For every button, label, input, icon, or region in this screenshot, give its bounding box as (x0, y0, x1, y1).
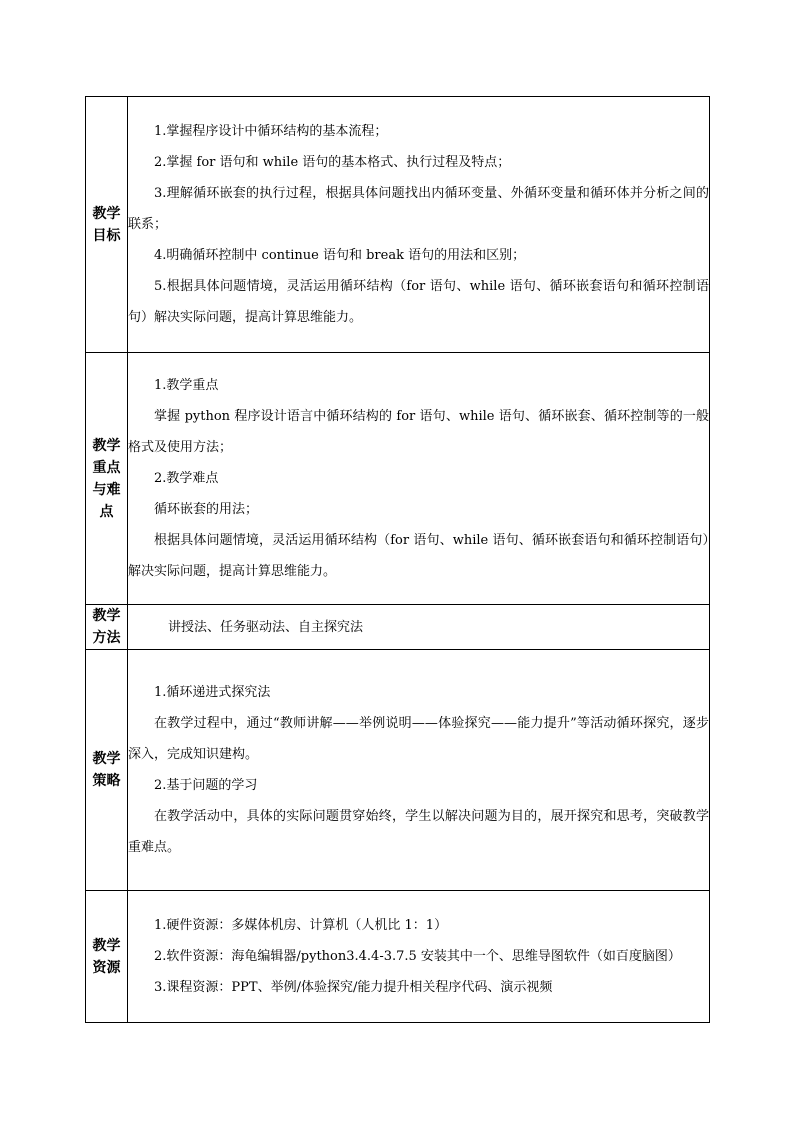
paragraph: 在教学活动中，具体的实际问题贯穿始终，学生以解决问题为目的，展开探究和思考，突破教学重难点。 (128, 809, 709, 855)
row-teaching-methods (86, 605, 710, 650)
paragraph: 4.明确循环控制中 continue 语句和 break 语句的用法和区别； (154, 248, 526, 263)
row-key-points (86, 353, 710, 605)
paragraph: 1.硬件资源：多媒体机房、计算机（人机比 1：1） (154, 918, 448, 933)
row-content-key-points (128, 353, 710, 605)
row-teaching-resources (86, 891, 710, 1023)
row-content-objectives (128, 97, 710, 353)
paragraph: 根据具体问题情境，灵活运用循环结构（for 语句、while 语句、循环嵌套语句和循环控制语句）解决实际问题，提高计算思维能力。 (128, 533, 709, 579)
paragraph: 1.教学重点 (154, 378, 219, 393)
row-label-strategies (86, 650, 128, 891)
row-teaching-strategies (86, 650, 710, 891)
label-line: 重点 (92, 459, 121, 476)
row-label-methods (86, 605, 128, 650)
paragraph: 1.掌握程序设计中循环结构的基本流程； (154, 124, 388, 139)
label-line: 教学 (92, 937, 121, 954)
label-line: 教学 (92, 205, 121, 222)
paragraph: 3.理解循环嵌套的执行过程，根据具体问题找出内循环变量、外循环变量和循环体并分析之间的联系； (128, 186, 709, 232)
paragraph: 在教学过程中，通过“教师讲解——举例说明——体验探究——能力提升”等活动循环探究，逐步深入，完成知识建构。 (128, 716, 709, 762)
paragraph: 2.软件资源：海龟编辑器/python3.4.4-3.7.5 安装其中一个、思维导图软件（如百度脑图） (154, 949, 681, 964)
label-line: 方法 (92, 630, 121, 646)
row-content-resources (128, 891, 710, 1023)
row-content-methods (128, 605, 710, 650)
label-line: 与难 (92, 481, 121, 498)
label-line: 教学 (92, 608, 121, 624)
label-line: 点 (99, 503, 114, 520)
paragraph: 2.掌握 for 语句和 while 语句的基本格式、执行过程及特点； (154, 155, 511, 170)
paragraph: 讲授法、任务驱动法、自主探究法 (168, 619, 364, 635)
row-label-objectives (86, 97, 128, 353)
paragraph: 2.基于问题的学习 (154, 778, 258, 793)
lesson-plan-table (85, 96, 710, 1023)
row-label-resources (86, 891, 128, 1023)
row-content-strategies (128, 650, 710, 891)
row-label-key-points (86, 353, 128, 605)
label-line: 教学 (92, 437, 121, 454)
paragraph: 循环嵌套的用法； (154, 502, 259, 517)
label-line: 策略 (92, 773, 121, 789)
paragraph: 1.循环递进式探究法 (154, 685, 271, 700)
row-teaching-objectives (86, 97, 710, 353)
label-line: 教学 (92, 751, 121, 767)
paragraph: 3.课程资源：PPT、举例/体验探究/能力提升相关程序代码、演示视频 (154, 980, 553, 995)
label-line: 资源 (92, 959, 121, 976)
paragraph: 掌握 python 程序设计语言中循环结构的 for 语句、while 语句、循环嵌套、循环控制等的一般格式及使用方法； (128, 409, 709, 455)
paragraph: 2.教学难点 (154, 471, 219, 486)
paragraph: 5.根据具体问题情境，灵活运用循环结构（for 语句、while 语句、循环嵌套语句和循环控制语句）解决实际问题，提高计算思维能力。 (128, 279, 709, 325)
label-line: 目标 (92, 227, 121, 244)
